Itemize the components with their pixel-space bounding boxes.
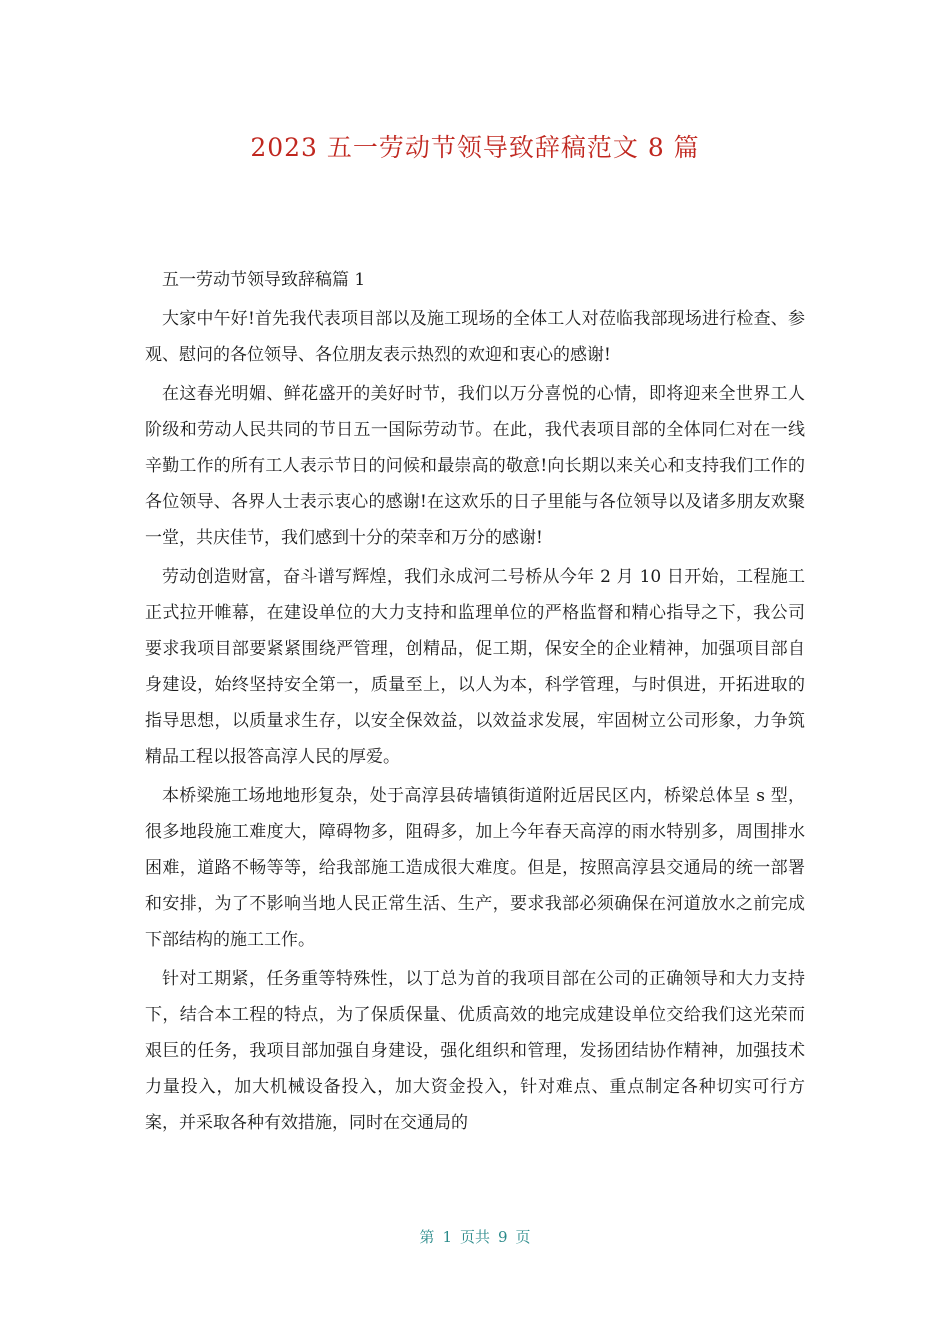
paragraph-1: 大家中午好!首先我代表项目部以及施工现场的全体工人对莅临我部现场进行检查、参观、慰问的各位领导、各位朋友表示热烈的欢迎和衷心的感谢! — [145, 309, 805, 365]
page-title: 2023 五一劳动节领导致辞稿范文 8 篇 — [250, 133, 700, 162]
footer-prefix: 第 — [419, 1228, 435, 1246]
paragraph-5: 针对工期紧，任务重等特殊性，以丁总为首的我项目部在公司的正确领导和大力支持下，结合本工程的特点，为了保质保量、优质高效的地完成建设单位交给我们这光荣而艰巨的任务，我项目部加强自身建设，强化组织和管理，发扬团结协作精神，加强技术力量投入，加大机械设备投入，加大资金投入，针对难点、重点制定各种切实可行方案，并采取各种有效措施，同时在交通局的 — [145, 969, 805, 1133]
section-heading: 五一劳动节领导致辞稿篇 1 — [162, 270, 366, 290]
footer-current-page: 1 — [442, 1228, 452, 1246]
paragraph-3: 劳动创造财富，奋斗谱写辉煌，我们永成河二号桥从今年 2 月 10 日开始，工程施工正式拉开帷幕，在建设单位的大力支持和监理单位的严格监督和精心指导之下，我公司要求我项目部要紧紧围绕严管理，创精品，促工期，保安全的企业精神，加强项目部自身建设，始终坚持安全第一，质量至上，以人为本，科学管理，与时俱进，开拓进取的指导思想，以质量求生存，以安全保效益，以效益求发展，牢固树立公司形象，力争筑精品工程以报答高淳人民的厚爱。 — [145, 567, 805, 767]
paragraph-4: 本桥梁施工场地地形复杂，处于高淳县砖墙镇街道附近居民区内，桥梁总体呈 s 型，很多地段施工难度大，障碍物多，阻碍多，加上今年春天高淳的雨水特别多，周围排水困难，道路不畅等等，给我部施工造成很大难度。但是，按照高淳县交通局的统一部署和安排，为了不影响当地人民正常生活、生产，要求我部必须确保在河道放水之前完成下部结构的施工工作。 — [145, 786, 805, 950]
paragraph-2: 在这春光明媚、鲜花盛开的美好时节，我们以万分喜悦的心情，即将迎来全世界工人阶级和劳动人民共同的节日五一国际劳动节。在此，我代表项目部的全体同仁对在一线辛勤工作的所有工人表示节日的问候和最崇高的敬意!向长期以来关心和支持我们工作的各位领导、各界人士表示衷心的感谢!在这欢乐的日子里能与各位领导以及诸多朋友欢聚一堂，共庆佳节，我们感到十分的荣幸和万分的感谢! — [145, 384, 805, 548]
footer-middle: 页共 — [459, 1228, 490, 1246]
document-body — [145, 262, 805, 1144]
page-footer — [0, 1226, 950, 1247]
footer-total-pages: 9 — [498, 1228, 508, 1246]
footer-suffix: 页 — [515, 1228, 531, 1246]
